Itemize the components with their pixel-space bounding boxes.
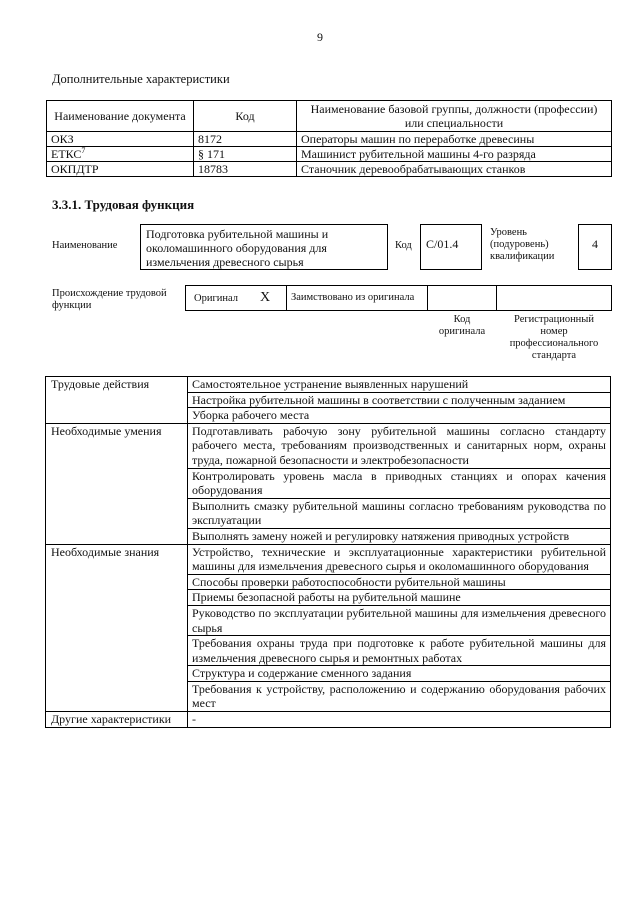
labor-function-table [45, 376, 611, 728]
category-cell: Необходимые знания [46, 544, 188, 712]
name-cell: Машинист рубительной машины 4-го разряда [297, 147, 612, 162]
item-cell: Способы проверки работоспособности рубительной машины [188, 574, 611, 590]
name-cell: Станочник деревообрабатывающих станков [297, 162, 612, 177]
item-cell: Уборка рабочего места [188, 408, 611, 424]
item-cell: Выполнять замену ножей и регулировку натяжения приводных устройств [188, 528, 611, 544]
table-row [46, 377, 611, 393]
item-cell: Контролировать уровень масла в приводных станциях и опорах качения оборудования [188, 468, 611, 498]
item-cell: Настройка рубительной машины в соответствии с полученным заданием [188, 392, 611, 408]
name-cell: Операторы машин по переработке древесины [297, 132, 612, 147]
function-title: 3.3.1. Трудовая функция [52, 197, 195, 212]
item-cell: Самостоятельное устранение выявленных нарушений [188, 377, 611, 393]
level-box [578, 224, 612, 270]
name-label: Наименование [52, 240, 118, 251]
borrowed-box [286, 285, 428, 311]
code-cell: 18783 [194, 162, 297, 177]
origin-label: Происхождение трудовой функции [52, 288, 167, 311]
level-label: Уровень (подуровень) квалификации [490, 227, 555, 262]
additional-characteristics-table [46, 100, 612, 177]
item-cell: - [188, 712, 611, 728]
original-label: Оригинал [194, 293, 238, 304]
table-row [46, 423, 611, 468]
item-cell: Требования охраны труда при подготовке к работе рубительной машины для измельчения древесного сырья и ремонтных работах [188, 636, 611, 666]
doc-text: ЕТКС [51, 147, 82, 161]
item-cell: Приемы безопасной работы на рубительной машине [188, 590, 611, 606]
item-cell: Подготавливать рабочую зону рубительной машины согласно стандарту рабочего места, требованиям производственных и санитарных норм, охраны труда, пожарной безопасности и электробезопасности [188, 423, 611, 468]
table-row [47, 132, 612, 147]
item-cell: Руководство по эксплуатации рубительной машины для измельчения древесного сырья [188, 605, 611, 635]
table-header-row [47, 101, 612, 132]
item-cell: Выполнить смазку рубительной машины согласно требованиям руководства по эксплуатации [188, 498, 611, 528]
doc-cell: ОКПДТР [47, 162, 194, 177]
header-group-name: Наименование базовой группы, должности (профессии) или специальности [297, 101, 612, 132]
table-row [47, 147, 612, 162]
additional-characteristics-title: Дополнительные характеристики [52, 72, 230, 86]
header-document: Наименование документа [47, 101, 194, 132]
original-box [185, 285, 287, 311]
category-cell: Трудовые действия [46, 377, 188, 424]
original-mark: X [260, 290, 271, 305]
code-value: С/01.4 [426, 237, 459, 251]
item-cell: Устройство, технические и эксплуатационные характеристики рубительной машины для измельчения древесного сырья и околомашинного оборудования [188, 544, 611, 574]
code-box [420, 224, 482, 270]
header-code: Код [194, 101, 297, 132]
function-name-box [140, 224, 388, 270]
page-number: 9 [317, 30, 323, 44]
category-cell: Необходимые умения [46, 423, 188, 544]
doc-cell: ОКЗ [47, 132, 194, 147]
function-name-value: Подготовка рубительной машины и околомашинного оборудования для измельчения древесного сырья [146, 227, 329, 269]
borrowed-label: Заимствовано из оригинала [291, 292, 415, 303]
level-value: 4 [592, 237, 598, 251]
category-cell: Другие характеристики [46, 712, 188, 728]
doc-cell [47, 147, 194, 162]
original-code-box [427, 285, 497, 311]
table-row [46, 712, 611, 728]
code-cell: § 171 [194, 147, 297, 162]
item-cell: Требования к устройству, расположению и содержанию оборудования рабочих мест [188, 681, 611, 711]
reg-caption: Регистрационный номер профессионального стандарта [509, 314, 599, 361]
code-label: Код [395, 240, 412, 251]
reg-number-box [496, 285, 612, 311]
table-row [46, 544, 611, 574]
item-cell: Структура и содержание сменного задания [188, 666, 611, 682]
table-row [47, 162, 612, 177]
footnote-mark: 7 [81, 146, 86, 155]
code-cell: 8172 [194, 132, 297, 147]
code-caption: Код оригинала [438, 314, 486, 337]
